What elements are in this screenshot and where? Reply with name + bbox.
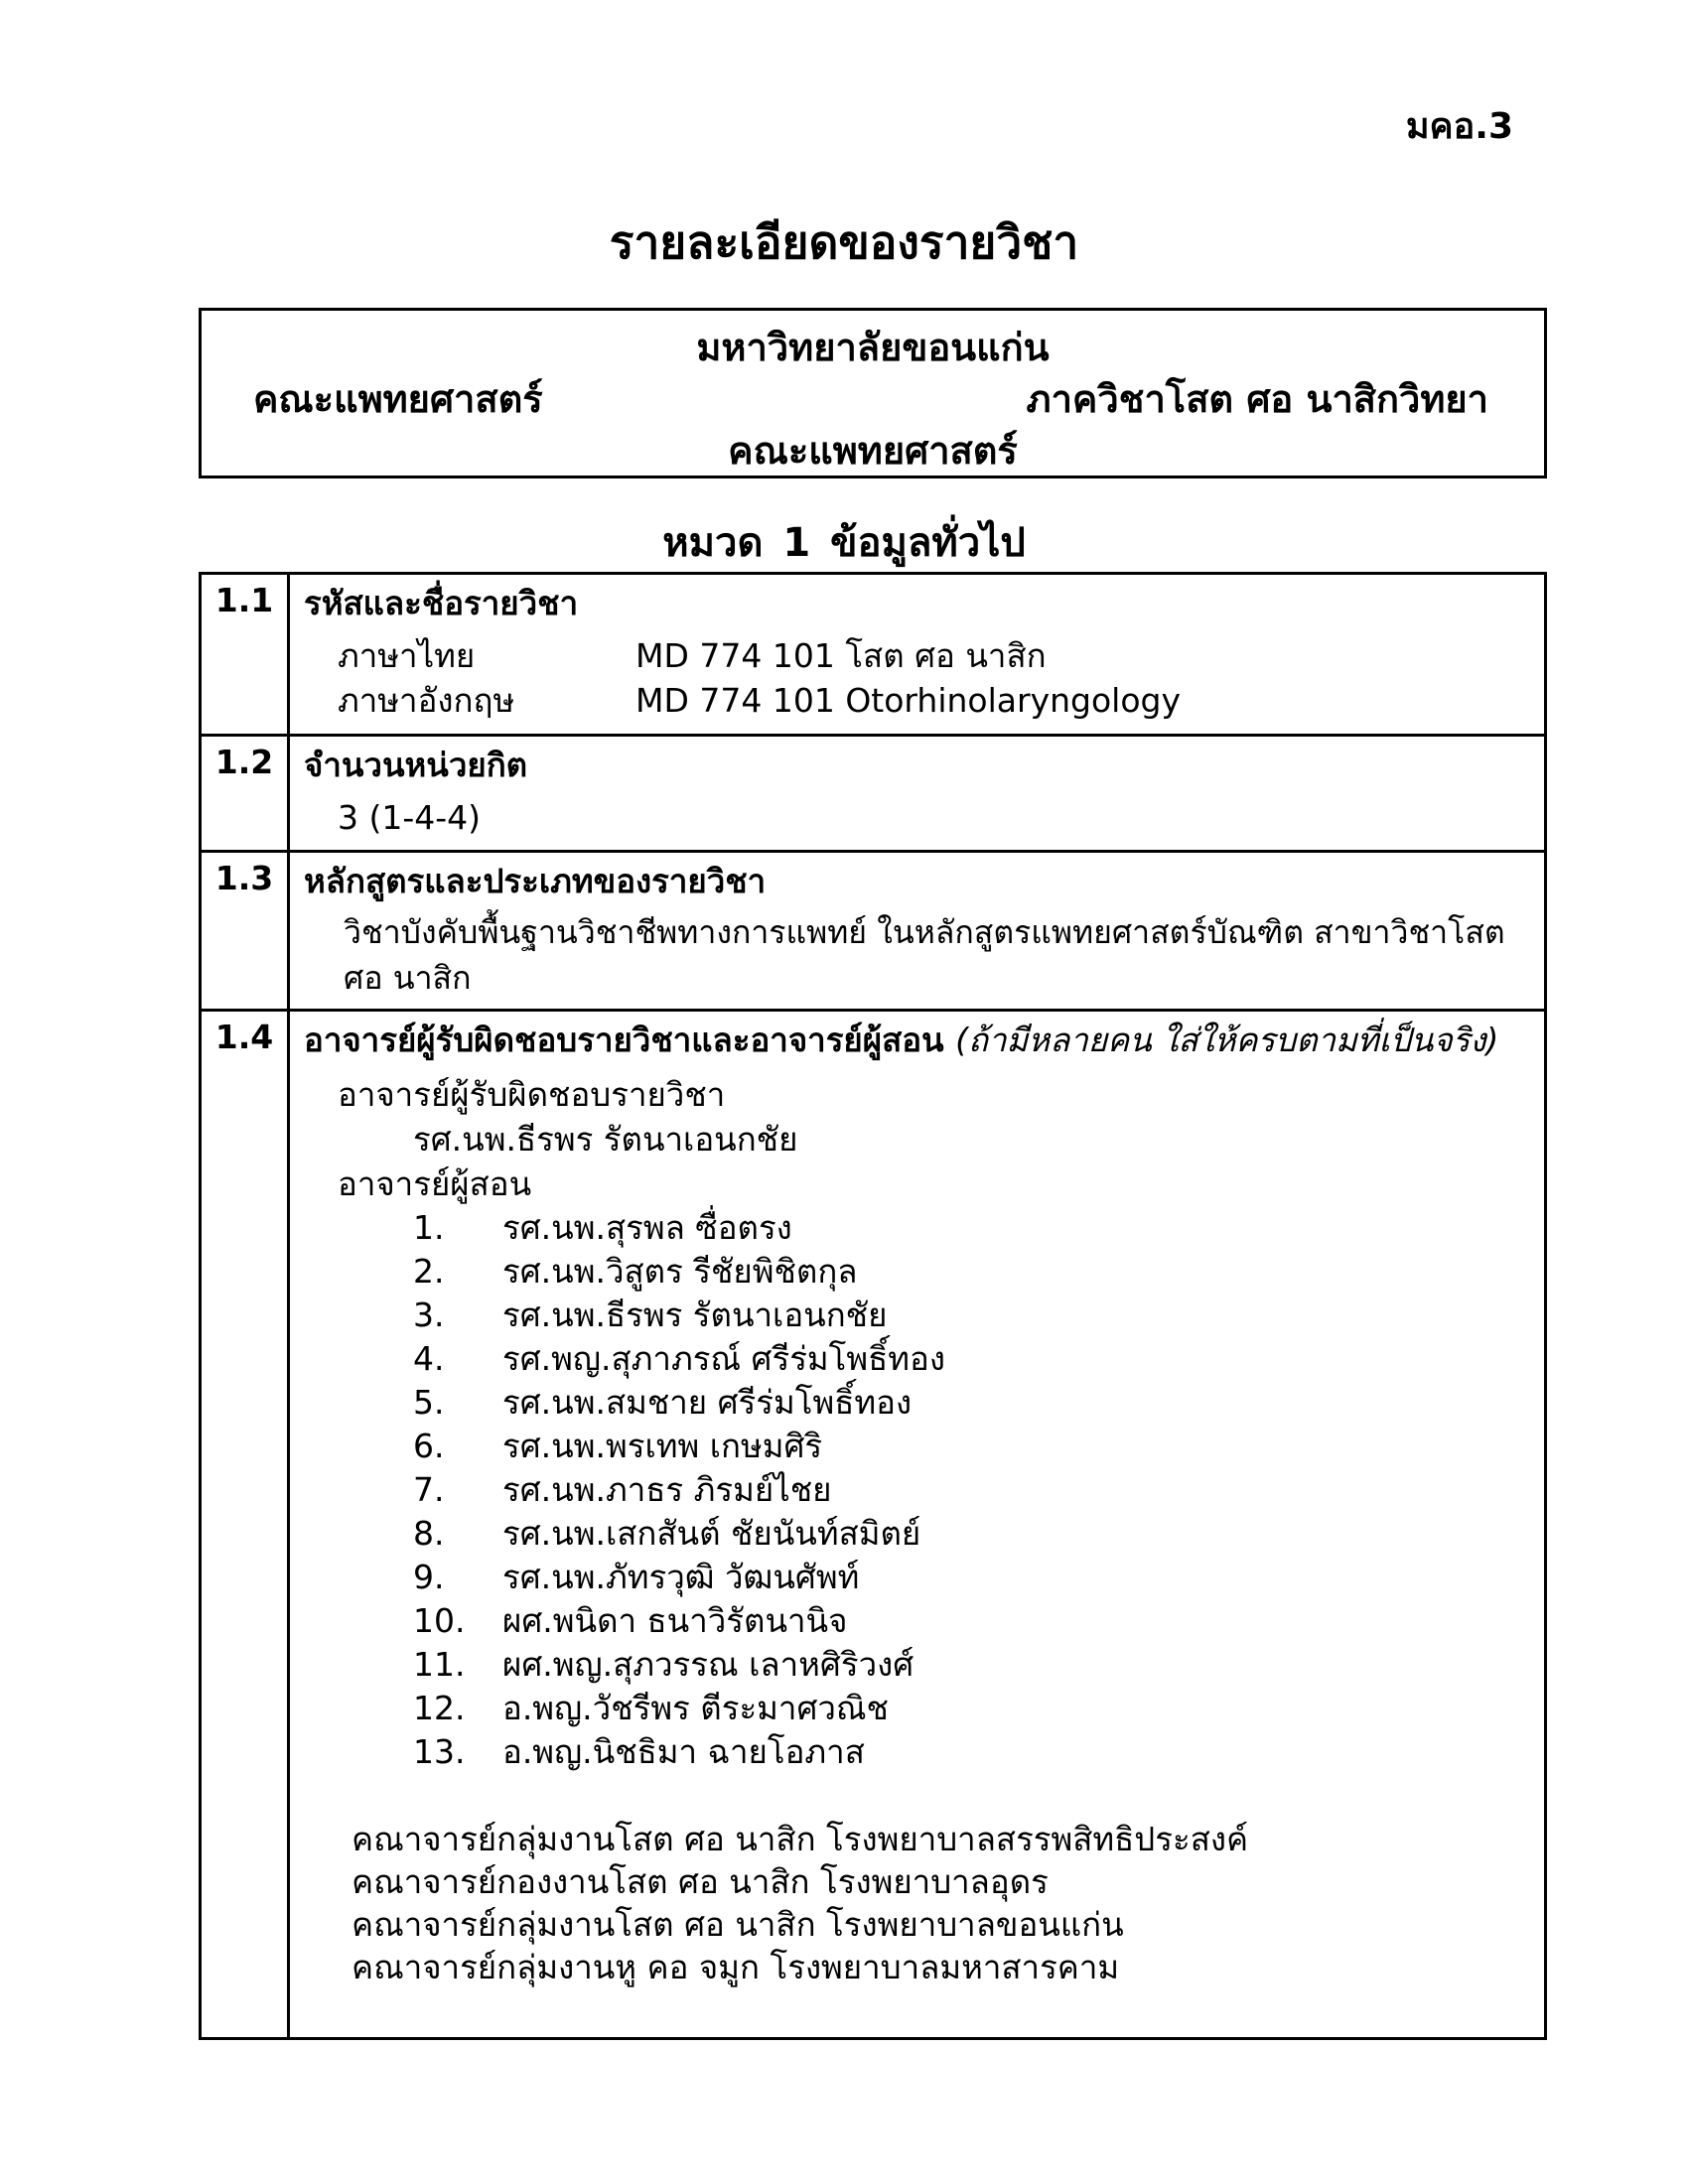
row-number: 1.4 xyxy=(201,1011,289,2039)
document-title: รายละเอียดของรายวิชา xyxy=(609,215,1079,269)
list-item: 7. รศ.นพ.ภาธร ภิรมย์ไชย xyxy=(413,1470,832,1509)
faculty-name-repeat: คณะแพทยศาสตร์ xyxy=(728,429,1018,473)
list-item: 13. อ.พญ.นิชธิมา ฉายโอภาส xyxy=(413,1732,865,1771)
row-number: 1.1 xyxy=(201,574,289,736)
list-item: 10. ผศ.พนิดา ธนาวิรัตนานิจ xyxy=(413,1601,848,1640)
document-code: มคอ.3 xyxy=(1405,106,1513,147)
responsible-label: อาจารย์ผู้รับผิดชอบรายวิชา xyxy=(338,1075,726,1114)
list-item: คณาจารย์กองงานโสต ศอ นาสิก โรงพยาบาลอุดร xyxy=(352,1862,1049,1901)
credit-value: 3 (1-4-4) xyxy=(338,798,482,837)
list-item: 3. รศ.นพ.ธีรพร รัตนาเอนกชัย xyxy=(413,1296,888,1334)
teachers-label: อาจารย์ผู้สอน xyxy=(338,1164,532,1203)
faculty-groups xyxy=(304,1818,1532,1988)
list-item: 6. รศ.นพ.พรเทพ เกษมศิริ xyxy=(413,1427,823,1465)
teacher-list xyxy=(304,1206,1532,1774)
row-title: รหัสและชื่อรายวิชา xyxy=(304,584,579,622)
list-item: 11. ผศ.พญ.สุภวรรณ เลาหศิริวงศ์ xyxy=(413,1645,914,1684)
list-item: 12. อ.พญ.วัชรีพร ตีระมาศวณิช xyxy=(413,1689,889,1727)
list-item: 8. รศ.นพ.เสกสันต์ ชัยนันท์สมิตย์ xyxy=(413,1514,921,1553)
responsible-name: รศ.นพ.ธีรพร รัตนาเอนกชัย xyxy=(413,1120,798,1159)
row-number: 1.3 xyxy=(201,852,289,1011)
list-item: 1. รศ.นพ.สุรพล ซื่อตรง xyxy=(413,1208,792,1247)
list-item: 2. รศ.นพ.วิสูตร รีชัยพิชิตกุล xyxy=(413,1252,858,1291)
table-row xyxy=(201,1011,1546,2039)
thai-name-label: ภาษาไทย xyxy=(338,636,476,675)
list-item: คณาจารย์กลุ่มงานโสต ศอ นาสิก โรงพยาบาลสรรพสิทธิประสงค์ xyxy=(352,1820,1249,1858)
list-item: คณาจารย์กลุ่มงานโสต ศอ นาสิก โรงพยาบาลขอนแก่น xyxy=(352,1905,1124,1944)
list-item: คณาจารย์กลุ่มงานหู คอ จมูก โรงพยาบาลมหาสารคาม xyxy=(352,1948,1120,1986)
row-title xyxy=(304,1018,1532,1062)
list-item: 5. รศ.นพ.สมชาย ศรีร่มโพธิ์ทอง xyxy=(413,1383,913,1422)
table-row xyxy=(201,852,1546,1011)
university-name: มหาวิทยาลัยขอนแก่น xyxy=(696,326,1050,369)
thai-course-name: MD 774 101 โสต ศอ นาสิก xyxy=(635,636,1047,675)
course-type-description: วิชาบังคับพื้นฐานวิชาชีพทางการแพทย์ ในหลักสูตรแพทยศาสตร์บัณฑิต สาขาวิชาโสต ศอ นาสิก xyxy=(344,913,1505,997)
table-row xyxy=(201,736,1546,852)
section-heading: หมวด 1 ข้อมูลทั่วไป xyxy=(662,520,1026,566)
row-number: 1.2 xyxy=(201,736,289,852)
department-name: ภาควิชาโสต ศอ นาสิกวิทยา xyxy=(1026,377,1488,421)
university-header-box xyxy=(199,308,1547,478)
english-course-name: MD 774 101 Otorhinolaryngology xyxy=(635,681,1181,720)
instructors-title: อาจารย์ผู้รับผิดชอบรายวิชาและอาจารย์ผู้สอน xyxy=(304,1021,944,1059)
row-title: หลักสูตรและประเภทของรายวิชา xyxy=(304,862,767,900)
instructors-note: (ถ้ามีหลายคน ใส่ให้ครบตามที่เป็นจริง) xyxy=(955,1021,1499,1059)
english-name-label: ภาษาอังกฤษ xyxy=(338,681,515,720)
list-item: 9. รศ.นพ.ภัทรวุฒิ วัฒนศัพท์ xyxy=(413,1558,860,1596)
list-item: 4. รศ.พญ.สุภาภรณ์ ศรีร่มโพธิ์ทอง xyxy=(413,1339,945,1378)
faculty-name: คณะแพทยศาสตร์ xyxy=(253,377,543,421)
table-row xyxy=(201,574,1546,736)
general-info-table xyxy=(199,572,1547,2040)
row-title: จำนวนหน่วยกิต xyxy=(304,746,528,784)
